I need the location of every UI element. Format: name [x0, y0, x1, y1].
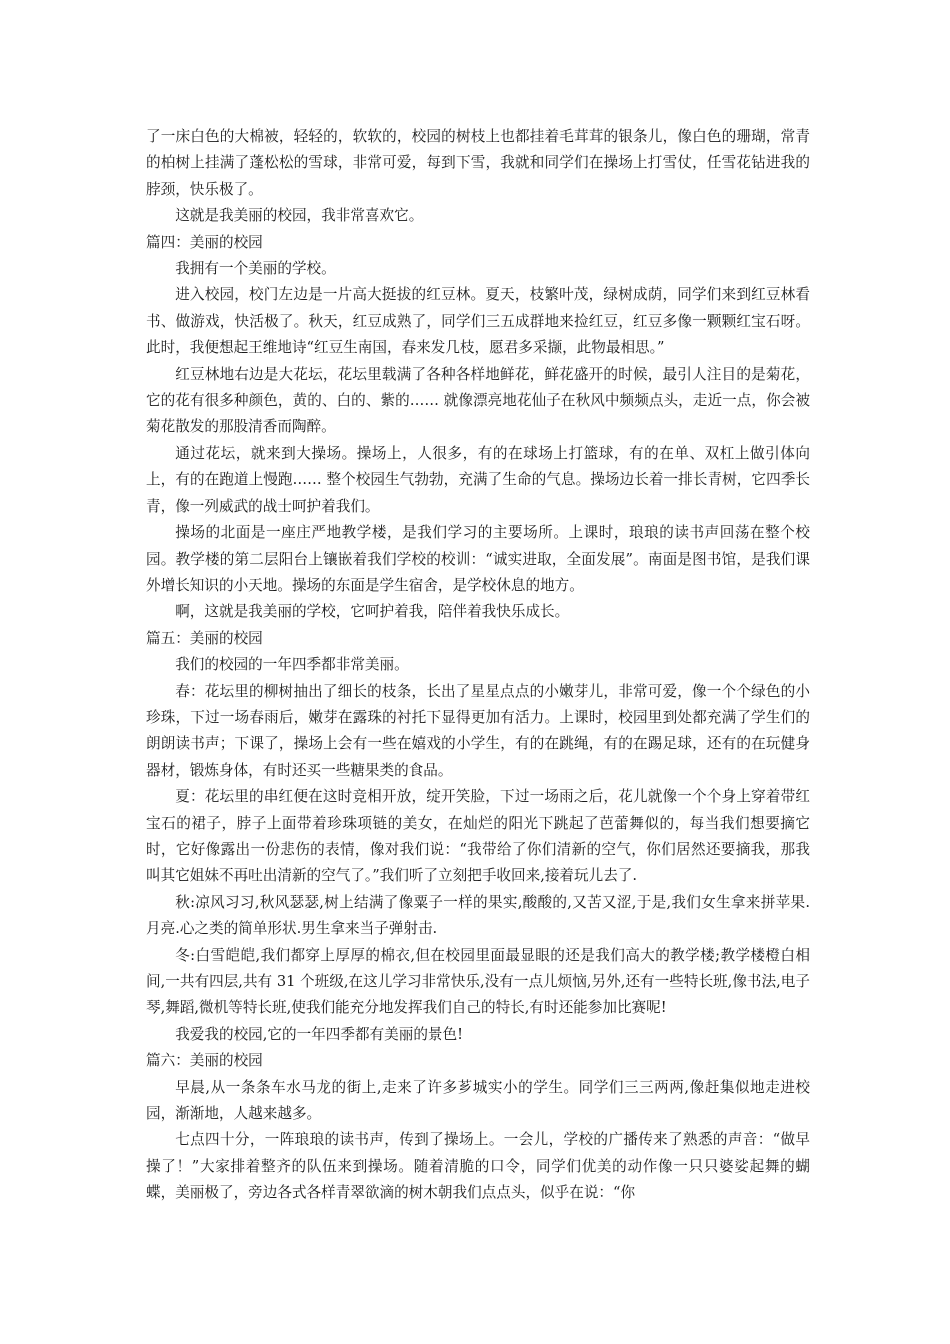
paragraph-12: 春：花坛里的柳树抽出了细长的枝条，长出了星星点点的小嫩芽儿，非常可爱，像一个个绿色的小珍珠，下过一场春雨后，嫩芽在露珠的衬托下显得更加有活力。上课时，校园里到处都充满了学生们的朗朗读书声；下课了，操场上会有一些在嬉戏的小学生，有的在跳绳，有的在踢足球，还有的在玩健身器材，锻炼身体，有时还买一些糖果类的食品。 [146, 682, 810, 779]
paragraph-9: 啊，这就是我美丽的学校，它呵护着我，陪伴着我快乐成长。 [175, 603, 570, 621]
paragraph-18: 早晨,从一条条车水马龙的街上,走来了许多芗城实小的学生。同学们三三两两,像赶集似地走进校园，渐渐地，人越来越多。 [146, 1078, 810, 1123]
paragraph-13: 夏：花坛里的串红便在这时竞相开放，绽开笑脸，下过一场雨之后，花儿就像一个个身上穿着带红宝石的裙子，脖子上面带着珍珠项链的美女，在灿烂的阳光下跳起了芭蕾舞似的，每当我们想要摘它时，它好像露出一份悲伤的表情，像对我们说：“我带给了你们清新的空气，你们居然还要摘我，那我叫其它姐妹不再吐出清新的空气了。”我们听了立刻把手收回来,接着玩儿去了. [146, 788, 810, 885]
section-heading-5: 篇五：美丽的校园 [146, 629, 263, 647]
paragraph-16: 我爱我的校园,它的一年四季都有美丽的景色! [175, 1025, 463, 1043]
paragraph-5: 进入校园，校门左边是一片高大挺拔的红豆林。夏天，枝繁叶茂，绿树成荫，同学们来到红豆林看书、做游戏，快活极了。秋天，红豆成熟了，同学们三五成群地来捡红豆，红豆多像一颗颗红宝石呀。此时，我便想起王维地诗“红豆生南国，春来发几枝，愿君多采撷，此物最相思。” [146, 286, 810, 357]
paragraph-1: 了一床白色的大棉被，轻轻的，软软的，校园的树枝上也都挂着毛茸茸的银条儿，像白色的珊瑚，常青的柏树上挂满了蓬松松的雪球，非常可爱，每到下雪，我就和同学们在操场上打雪仗，任雪花钻进我的脖颈，快乐极了。 [146, 128, 810, 198]
paragraph-8: 操场的北面是一座庄严地教学楼，是我们学习的主要场所。上课时，琅琅的读书声回荡在整个校园。教学楼的第二层阳台上镶嵌着我们学校的校训：“诚实进取，全面发展”。南面是图书馆，是我们课外增长知识的小天地。操场的东面是学生宿舍，是学校休息的地方。 [146, 524, 810, 594]
paragraph-7: 通过花坛，就来到大操场。操场上，人很多，有的在球场上打篮球，有的在单、双杠上做引体向上，有的在跑道上慢跑…… 整个校园生气勃勃，充满了生命的气息。操场边长着一排长青树，它四季长青，像一列威武的战士呵护着我们。 [146, 444, 810, 515]
section-heading-6: 篇六：美丽的校园 [146, 1052, 263, 1070]
paragraph-6: 红豆林地右边是大花坛，花坛里载满了各种各样地鲜花，鲜花盛开的时候，最引人注目的是菊花，它的花有很多种颜色，黄的、白的、紫的…… 就像漂亮地花仙子在秋风中频频点头，走近一点，你会被菊花散发的那股清香而陶醉。 [146, 365, 810, 436]
paragraph-11: 我们的校园的一年四季都非常美丽。 [175, 656, 409, 674]
section-heading-4: 篇四：美丽的校园 [146, 233, 263, 251]
paragraph-2: 这就是我美丽的校园，我非常喜欢它。 [175, 207, 424, 225]
paragraph-14: 秋:凉风习习,秋风瑟瑟,树上结满了像粟子一样的果实,酸酸的,又苦又涩,于是,我们女生拿来拼苹果.月亮.心之类的简单形状.男生拿来当子弹射击. [146, 893, 810, 938]
paragraph-15: 冬:白雪皑皑,我们都穿上厚厚的棉衣,但在校园里面最显眼的还是我们高大的教学楼;教学楼橙白相间,一共有四层,共有 31 个班级,在这儿学习非常快乐,没有一点儿烦恼,另外,还有一些特长班,像书法,电子琴,舞蹈,微机等特长班,使我们能充分地发挥我们自己的特长,有时还能参加比赛呢! [146, 946, 810, 1017]
paragraph-19: 七点四十分，一阵琅琅的读书声，传到了操场上。一会儿，学校的广播传来了熟悉的声音：“做早操了！”大家排着整齐的队伍来到操场。随着清脆的口令，同学们优美的动作像一只只婆娑起舞的蝴蝶，美丽极了，旁边各式各样青翠欲滴的树木朝我们点点头，似乎在说：“你 [146, 1131, 810, 1202]
document-page [146, 124, 810, 1207]
paragraph-4: 我拥有一个美丽的学校。 [175, 260, 336, 278]
